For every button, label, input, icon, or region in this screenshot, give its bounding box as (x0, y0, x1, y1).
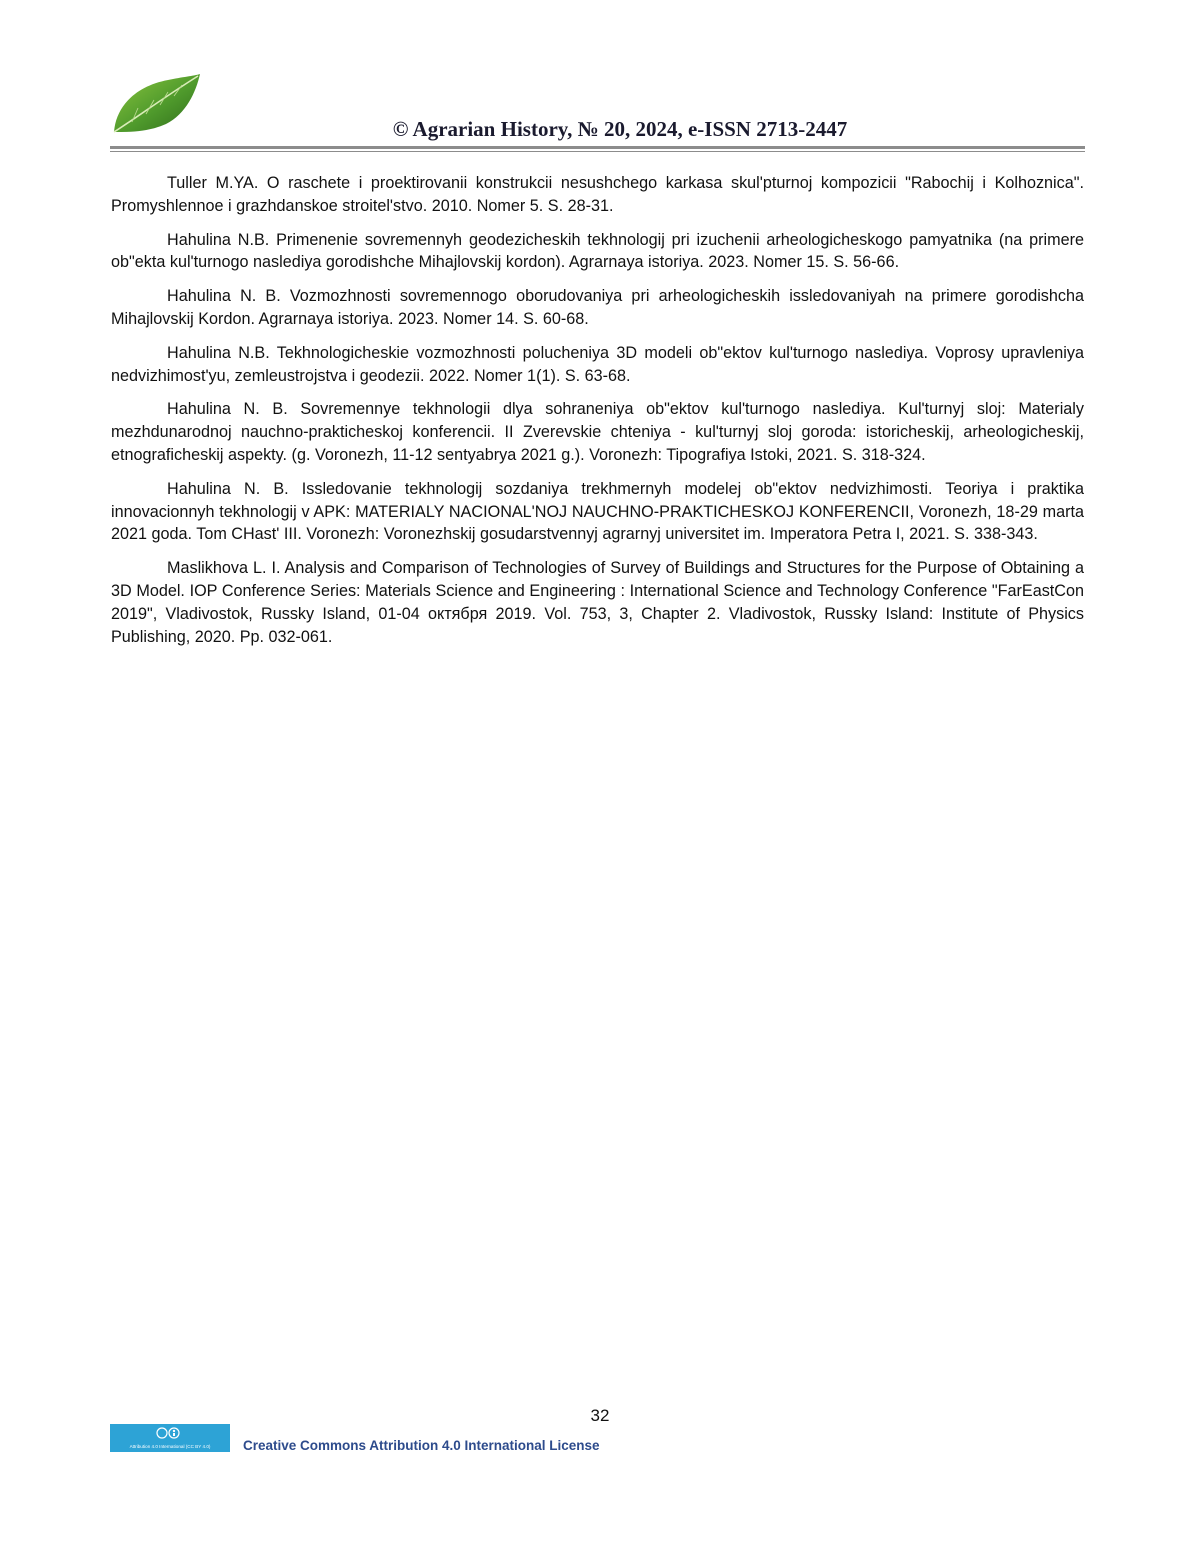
license-link[interactable]: Creative Commons Attribution 4.0 International License (243, 1438, 600, 1453)
reference-item: Hahulina N. B. Sovremennye tekhnologii dlya sohraneniya ob"ektov kul'turnogo naslediya. Kul'turnyj sloj: Materialy mezhdunarodnoj nauchno-prakticheskoj konferencii. II Zverevskie chteniya - kul'turnyj sloj goroda: istoricheskij, arheologicheskij, etnograficheskij aspekty. (g. Voronezh, 11-12 sentyabrya 2021 g.). Voronezh: Tipografiya Istoki, 2021. S. 318-324. (111, 400, 1084, 464)
cc-badge-text: Attribution 4.0 International (CC BY 4.0) (129, 1444, 211, 1449)
reference-item: Hahulina N. B. Issledovanie tekhnologij sozdaniya trekhmernyh modelej ob"ektov nedvizhimosti. Teoriya i praktika innovacionnyh tekhnologij v APK: MATERIALY NACIONAL'NOJ NAUCHNO-PRAKTICHESKOJ KONFERENCII, Voronezh, 18-29 marta 2021 goda. Tom CHast' III. Voronezh: Voronezhskij gosudarstvennyj agrarnyj universitet im. Imperatora Petra I, 2021. S. 338-343. (111, 479, 1084, 544)
reference-item: Hahulina N.B. Tekhnologicheskie vozmozhnosti polucheniya 3D modeli ob"ektov kul'turnogo naslediya. Voprosy upravleniya nedvizhimost'yu, zemleustrojstva i geodezii. 2022. Nomer 1(1). S. 63-68. (111, 343, 1084, 385)
leaf-logo-icon (110, 72, 202, 136)
cc-by-badge-icon[interactable] (110, 1424, 230, 1452)
header-divider-thin (110, 151, 1085, 152)
reference-item: Tuller M.YA. O raschete i proektirovanii konstrukcii nesushchego karkasa skul'pturnoj kompozicii "Rabochij i Kolhoznica". Promyshlennoe i grazhdanskoe stroitel'stvo. 2010. Nomer 5. S. 28-31. (111, 174, 1084, 215)
reference-item: Maslikhova L. I. Analysis and Comparison of Technologies of Survey of Buildings and Structures for the Purpose of Obtaining a 3D Model. IOP Conference Series: Materials Science and Engineering : International Science and Technology Conference "FarEastCon 2019", Vladivostok, Russky Island, 01-04 октября 2019. Vol. 753, 3, Chapter 2. Vladivostok, Russky Island: Institute of Physics Publishing, 2020. Pp. 032-061. (111, 559, 1084, 646)
journal-header-title: © Agrarian History, № 20, 2024, e-ISSN 2713-2447 (392, 117, 848, 141)
reference-item: Hahulina N.B. Primenenie sovremennyh geodezicheskih tekhnologij pri izuchenii arheologicheskogo pamyatnika (na primere ob"ekta kul'turnogo naslediya gorodishche Mihajlovskij kordon). Agrarnaya istoriya. 2023. Nomer 15. S. 56-66. (111, 230, 1084, 272)
page-number: 32 (590, 1406, 610, 1425)
reference-list (111, 172, 1084, 659)
header-divider (110, 146, 1085, 149)
reference-item: Hahulina N. B. Vozmozhnosti sovremennogo oborudovaniya pri arheologicheskih issledovaniyah na primere gorodishcha Mihajlovskij Kordon. Agrarnaya istoriya. 2023. Nomer 14. S. 60-68. (111, 287, 1084, 328)
